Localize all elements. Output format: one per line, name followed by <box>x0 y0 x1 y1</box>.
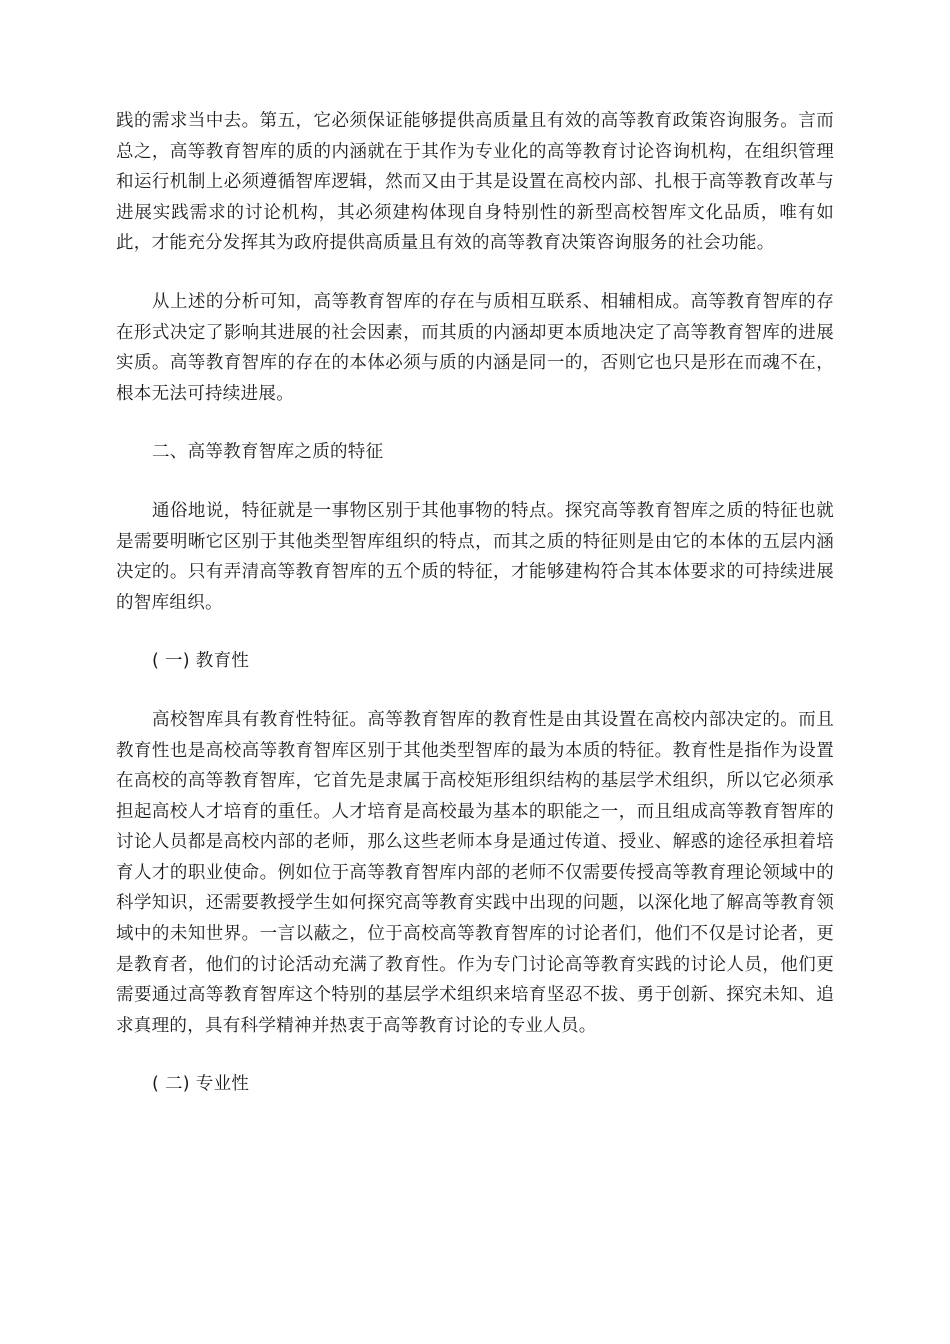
section-heading: 二、高等教育智库之质的特征 <box>152 442 384 463</box>
paragraph-education: 高校智库具有教育性特征。高等教育智库的教育性是由其设置在高校内部决定的。而且教育性也是高校高等教育智库区别于其他类型智库的最为本质的特征。教育性是指作为设置在高校的高等教育智库，它首先是隶属于高校矩形组织结构的基层学术组织，所以它必须承担起高校人才培育的重任。人才培育是高校最为基本的职能之一，而且组成高等教育智库的讨论人员都是高校内部的老师，那么这些老师本身是通过传道、授业、解惑的途径承担着培育人才的职业使命。例如位于高等教育智库内部的老师不仅需要传授高等教育理论领域中的科学知识，还需要教授学生如何探究高等教育实践中出现的问题，以深化地了解高等教育领域中的未知世界。一言以蔽之，位于高校高等教育智库的讨论者们，他们不仅是讨论者，更是教育者，他们的讨论活动充满了教育性。作为专门讨论高等教育实践的讨论人员，他们更需要通过高等教育智库这个特别的基层学术组织来培育坚忍不拔、勇于创新、探究未知、追求真理的，具有科学精神并热衷于高等教育讨论的专业人员。 <box>116 709 834 1036</box>
paragraph-summary: 从上述的分析可知，高等教育智库的存在与质相互联系、相辅相成。高等教育智库的存在形式决定了影响其进展的社会因素，而其质的内涵却更本质地决定了高等教育智库的进展实质。高等教育智库的存在的本体必须与质的内涵是同一的，否则它也只是形在而魂不在，根本无法可持续进展。 <box>116 291 834 404</box>
paragraph-features-intro: 通俗地说，特征就是一事物区别于其他事物的特点。探究高等教育智库之质的特征也就是需要明晰它区别于其他类型智库组织的特点，而其之质的特征则是由它的本体的五层内涵决定的。只有弄清高等教育智库的五个质的特征，才能够建构符合其本体要求的可持续进展的智库组织。 <box>116 500 834 613</box>
document-body <box>116 106 834 1100</box>
paragraph-continued: 践的需求当中去。第五，它必须保证能够提供高质量且有效的高等教育政策咨询服务。言而总之，高等教育智库的质的内涵就在于其作为专业化的高等教育讨论咨询机构，在组织管理和运行机制上必须遵循智库逻辑，然而又由于其是设置在高校内部、扎根于高等教育改革与进展实践需求的讨论机构，其必须建构体现自身特别性的新型高校智库文化品质，唯有如此，才能充分发挥其为政府提供高质量且有效的高等教育决策咨询服务的社会功能。 <box>116 111 834 254</box>
subsection-heading-professional: ( 二) 专业性 <box>152 1074 250 1095</box>
subsection-heading-education: ( 一) 教育性 <box>152 651 250 672</box>
